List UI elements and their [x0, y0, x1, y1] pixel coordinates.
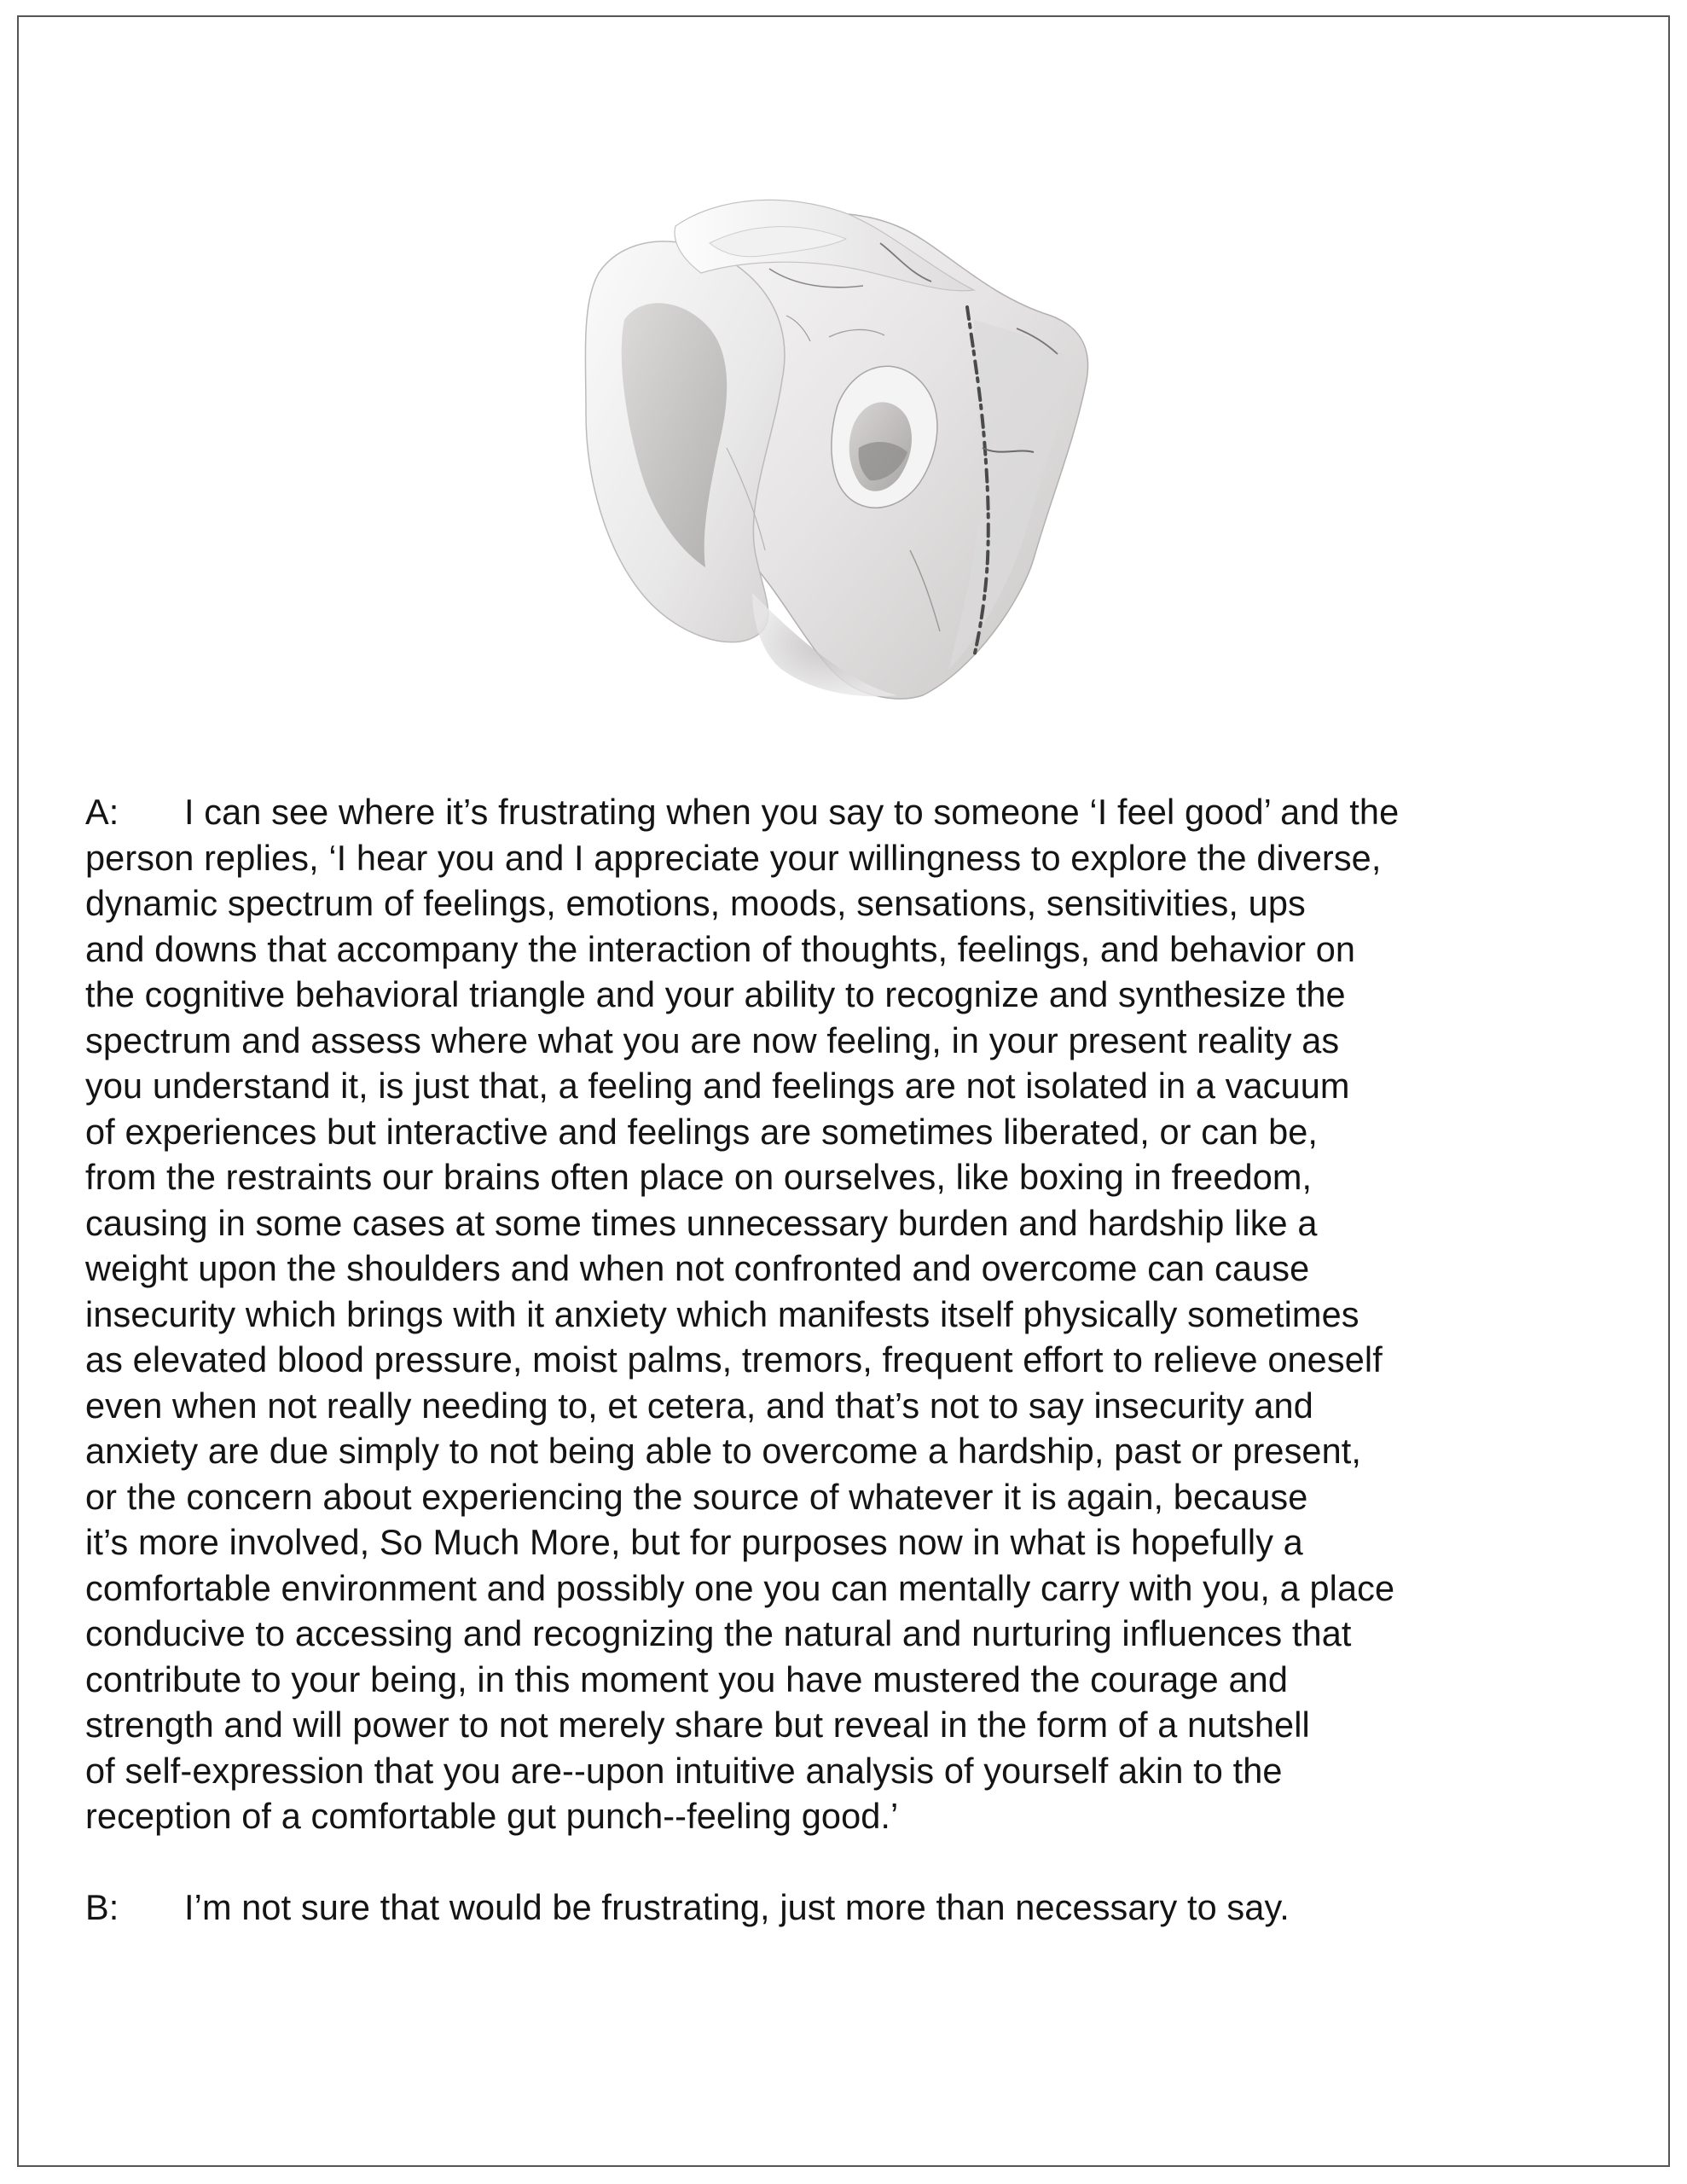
- dialogue-line: as elevated blood pressure, moist palms, tremors, frequent effort to relieve oneself: [85, 1339, 1383, 1380]
- dialogue-line: comfortable environment and possibly one you can mentally carry with you, a place: [85, 1567, 1395, 1608]
- dialogue-line: of self-expression that you are--upon intuitive analysis of yourself akin to the: [85, 1750, 1283, 1791]
- dialogue-line: A: I can see where it’s frustrating when you say to someone ‘I feel good’ and the: [85, 789, 1620, 835]
- dialogue-text: [85, 789, 1620, 1931]
- dialogue-line: weight upon the shoulders and when not confronted and overcome can cause: [85, 1248, 1310, 1288]
- dialogue-line: it’s more involved, So Much More, but for purposes now in what is hopefully a: [85, 1522, 1303, 1562]
- dialogue-line: spectrum and assess where what you are now feeling, in your present reality as: [85, 1019, 1340, 1060]
- dialogue-line: the cognitive behavioral triangle and your ability to recognize and synthesize the: [85, 974, 1346, 1014]
- dialogue-line: person replies, ‘I hear you and I appreciate your willingness to explore the diverse,: [85, 837, 1382, 878]
- dialogue-line: causing in some cases at some times unnecessary burden and hardship like a: [85, 1202, 1318, 1243]
- dialogue-line: dynamic spectrum of feelings, emotions, moods, sensations, sensitivities, ups: [85, 883, 1306, 923]
- marble-sculpture-image: [573, 192, 1093, 708]
- dialogue-line: from the restraints our brains often place on ourselves, like boxing in freedom,: [85, 1157, 1313, 1197]
- dialogue-line: strength and will power to not merely share but reveal in the form of a nutshell: [85, 1705, 1310, 1745]
- speaker-label-a: A:: [85, 792, 119, 832]
- dialogue-line: of experiences but interactive and feelings are sometimes liberated, or can be,: [85, 1111, 1319, 1152]
- dialogue-line: B: I’m not sure that would be frustrating, just more than necessary to say.: [85, 1885, 1620, 1931]
- dialogue-line: reception of a comfortable gut punch--feeling good.’: [85, 1796, 899, 1836]
- dialogue-line: you understand it, is just that, a feeling and feelings are not isolated in a vacuum: [85, 1066, 1350, 1106]
- dialogue-line: contribute to your being, in this moment you have mustered the courage and: [85, 1658, 1289, 1699]
- dialogue-entry-b: [85, 1885, 1620, 1931]
- dialogue-line: or the concern about experiencing the source of whatever it is again, because: [85, 1476, 1308, 1517]
- dialogue-line: and downs that accompany the interaction of thoughts, feelings, and behavior on: [85, 928, 1356, 969]
- dialogue-entry-a: [85, 789, 1620, 1839]
- dialogue-line: even when not really needing to, et cetera, and that’s not to say insecurity and: [85, 1385, 1313, 1426]
- marble-sculpture-icon: [573, 192, 1093, 708]
- speaker-label-b: B:: [85, 1887, 119, 1927]
- dialogue-line: anxiety are due simply to not being able to overcome a hardship, past or present,: [85, 1431, 1362, 1471]
- dialogue-line: conducive to accessing and recognizing the natural and nurturing influences that: [85, 1613, 1352, 1653]
- dialogue-line: insecurity which brings with it anxiety which manifests itself physically sometimes: [85, 1293, 1359, 1334]
